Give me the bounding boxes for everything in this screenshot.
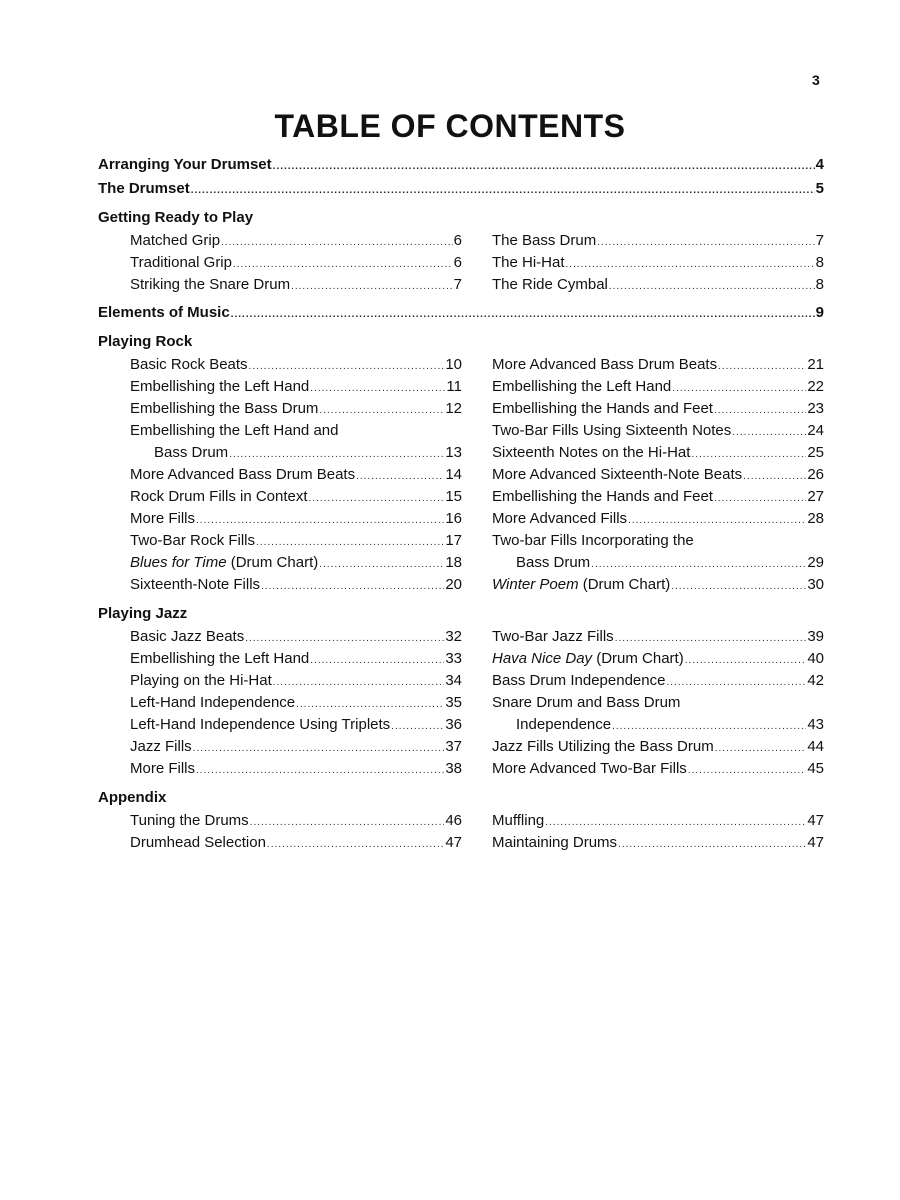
toc-entry-page: 20 <box>445 576 462 593</box>
toc-entry[interactable] <box>492 736 824 758</box>
toc-entry-page: 32 <box>445 628 462 645</box>
dot-leader <box>618 834 806 856</box>
toc-entry-label <box>492 648 684 670</box>
toc-entry-page: 16 <box>445 510 462 527</box>
dot-leader <box>249 356 445 378</box>
toc-entry-label: Tuning the Drums <box>130 812 249 829</box>
toc-entry-label: Embellishing the Left Hand <box>492 378 672 395</box>
dot-leader <box>309 488 445 510</box>
toc-entry-page: 26 <box>807 466 824 483</box>
toc-entry-page: 47 <box>445 834 462 851</box>
dot-leader <box>732 422 806 444</box>
dot-leader <box>666 672 806 694</box>
toc-entry-page: 47 <box>807 834 824 851</box>
dot-leader <box>714 488 806 510</box>
toc-entry-page: 43 <box>807 716 824 733</box>
toc-entry-label-rest: (Drum Chart) <box>592 650 684 667</box>
toc-entry-label: Left-Hand Independence Using Triplets <box>130 716 391 733</box>
toc-entry-page: 8 <box>815 254 824 271</box>
dot-leader <box>391 716 444 738</box>
dot-leader <box>685 650 807 672</box>
dot-leader <box>273 156 815 178</box>
toc-entry-label: Independence <box>516 716 612 733</box>
toc-entry-page: 17 <box>445 532 462 549</box>
toc-entry[interactable] <box>492 508 824 530</box>
toc-entry[interactable] <box>492 670 824 692</box>
toc-entry-page: 28 <box>807 510 824 527</box>
toc-entry-label: More Advanced Two-Bar Fills <box>492 760 687 777</box>
toc-entry-label: More Fills <box>130 760 196 777</box>
dot-leader <box>319 400 444 422</box>
toc-entry[interactable] <box>130 530 462 552</box>
toc-entry[interactable] <box>130 736 462 758</box>
toc-entry[interactable] <box>130 376 462 398</box>
toc-entry-page: 9 <box>815 304 824 321</box>
toc-entry-page: 13 <box>445 444 462 461</box>
toc-entry-page: 18 <box>445 554 462 571</box>
toc-entry-label: Jazz Fills Utilizing the Bass Drum <box>492 738 714 755</box>
toc-entry[interactable] <box>492 626 824 648</box>
toc-entry-page: 4 <box>815 156 824 173</box>
toc-entry-page: 40 <box>807 650 824 667</box>
dot-leader <box>671 576 806 598</box>
dot-leader <box>672 378 806 400</box>
toc-entry-arranging[interactable] <box>98 154 824 178</box>
toc-entry[interactable] <box>492 648 824 670</box>
column-right <box>492 626 824 780</box>
toc-entry-label: Two-Bar Rock Fills <box>130 532 256 549</box>
toc-entry-page: 37 <box>445 738 462 755</box>
toc-entry-label: More Advanced Fills <box>492 510 628 527</box>
toc-entry-page: 29 <box>807 554 824 571</box>
toc-entry-drumset[interactable] <box>98 178 824 202</box>
dot-leader <box>296 694 444 716</box>
toc-entry-page: 33 <box>445 650 462 667</box>
toc-entry-label: Elements of Music <box>98 304 230 321</box>
section-heading-playing-rock: Playing Rock <box>98 333 193 350</box>
toc-entry-page: 24 <box>807 422 824 439</box>
toc-entry[interactable] <box>130 714 462 736</box>
toc-entry-label-italic: Blues for Time <box>130 554 227 571</box>
dot-leader <box>319 554 444 576</box>
toc-entry[interactable] <box>130 274 462 296</box>
toc-entry[interactable] <box>130 758 462 780</box>
toc-entry-page: 35 <box>445 694 462 711</box>
toc-entry[interactable] <box>492 464 824 486</box>
toc-entry[interactable] <box>492 530 824 552</box>
section-heading-appendix: Appendix <box>98 789 167 806</box>
toc-entry[interactable] <box>492 354 824 376</box>
toc-entry-label-rest: (Drum Chart) <box>226 554 319 571</box>
toc-entry[interactable] <box>492 692 824 714</box>
column-left <box>130 230 462 296</box>
toc-entry-page: 38 <box>445 760 462 777</box>
toc-entry[interactable] <box>130 252 462 274</box>
toc-entry[interactable] <box>130 552 462 574</box>
toc-entry-label: Arranging Your Drumset <box>98 156 272 173</box>
toc-entry-label: Drumhead Selection <box>130 834 266 851</box>
dot-leader <box>743 466 806 488</box>
toc-entry[interactable] <box>492 714 824 736</box>
toc-entry-page: 7 <box>453 276 462 293</box>
toc-entry[interactable] <box>130 670 462 692</box>
toc-entry-label: Bass Drum <box>154 444 229 461</box>
toc-entry-page: 15 <box>445 488 462 505</box>
dot-leader <box>597 232 814 254</box>
toc-entry[interactable] <box>130 230 462 252</box>
toc-entry-label-rest: (Drum Chart) <box>578 576 671 593</box>
toc-entry-label <box>130 552 318 574</box>
toc-entry[interactable] <box>130 442 462 464</box>
toc-entry-label: Left-Hand Independence <box>130 694 296 711</box>
dot-leader <box>310 378 445 400</box>
dot-leader <box>256 532 444 554</box>
page-number: 3 <box>812 72 820 88</box>
toc-entry[interactable] <box>492 398 824 420</box>
toc-entry[interactable] <box>130 692 462 714</box>
toc-entry-label: Striking the Snare Drum <box>130 276 291 293</box>
toc-entry-label: More Advanced Sixteenth-Note Beats <box>492 466 743 483</box>
toc-entry-label: Matched Grip <box>130 232 221 249</box>
dot-leader <box>615 628 807 650</box>
dot-leader <box>267 834 444 856</box>
toc-entry-page: 22 <box>807 378 824 395</box>
toc-entry-label: Jazz Fills <box>130 738 192 755</box>
toc-entry-page: 30 <box>807 576 824 593</box>
toc-entry[interactable] <box>492 230 824 252</box>
dot-leader <box>356 466 444 488</box>
toc-entry[interactable] <box>492 486 824 508</box>
toc-entry-label: Traditional Grip <box>130 254 232 271</box>
toc-entry-label: Two-Bar Jazz Fills <box>492 628 614 645</box>
toc-entry[interactable] <box>130 486 462 508</box>
dot-leader <box>273 672 445 694</box>
dot-leader <box>245 628 444 650</box>
toc-entry[interactable] <box>492 574 824 596</box>
toc-entry-label: Two-Bar Fills Using Sixteenth Notes <box>492 422 732 439</box>
toc-entry-label: More Advanced Bass Drum Beats <box>492 356 718 373</box>
toc-entry[interactable] <box>130 354 462 376</box>
dot-leader <box>688 760 807 782</box>
section-getting-ready <box>98 230 824 296</box>
dot-leader <box>628 510 806 532</box>
toc-entry-label: More Advanced Bass Drum Beats <box>130 466 356 483</box>
toc-entry-label: Playing on the Hi-Hat <box>130 672 272 689</box>
column-right <box>492 810 824 854</box>
dot-leader <box>229 444 444 466</box>
toc-entry[interactable] <box>130 810 462 832</box>
column-left <box>130 810 462 854</box>
toc-entry[interactable] <box>492 758 824 780</box>
toc-entry-label-italic: Hava Nice Day <box>492 650 593 667</box>
dot-leader <box>591 554 806 576</box>
dot-leader <box>609 276 815 298</box>
toc-entry-page: 12 <box>445 400 462 417</box>
toc-entry-label-italic: Winter Poem <box>492 576 579 593</box>
toc-entry[interactable] <box>492 552 824 574</box>
dot-leader <box>231 304 815 326</box>
column-right <box>492 354 824 596</box>
toc-entry-label: The Bass Drum <box>492 232 597 249</box>
dot-leader <box>718 356 806 378</box>
toc-entry-label: Bass Drum Independence <box>492 672 666 689</box>
toc-entry-page: 6 <box>453 254 462 271</box>
toc-entry-label: Basic Jazz Beats <box>130 628 245 645</box>
toc-entry-label: The Drumset <box>98 180 190 197</box>
toc-entry-page: 44 <box>807 738 824 755</box>
toc-entry-label: Bass Drum <box>516 554 591 571</box>
toc-entry[interactable] <box>492 252 824 274</box>
toc-entry-label: Embellishing the Left Hand and <box>130 422 339 439</box>
toc-entry[interactable] <box>492 810 824 832</box>
toc-entry-page: 23 <box>807 400 824 417</box>
table-of-contents <box>98 154 824 860</box>
toc-entry-page: 14 <box>445 466 462 483</box>
toc-entry-label: Embellishing the Left Hand <box>130 378 310 395</box>
dot-leader <box>191 180 815 202</box>
toc-entry-page: 42 <box>807 672 824 689</box>
toc-entry-label: Basic Rock Beats <box>130 356 248 373</box>
toc-entry[interactable] <box>130 398 462 420</box>
page-title: TABLE OF CONTENTS <box>274 108 626 144</box>
column-right <box>492 230 824 296</box>
toc-entry[interactable] <box>130 832 462 854</box>
toc-entry-page: 27 <box>807 488 824 505</box>
column-left <box>130 354 462 596</box>
toc-entry[interactable] <box>130 464 462 486</box>
toc-entry-label <box>492 574 670 596</box>
section-heading-getting-ready: Getting Ready to Play <box>98 209 254 226</box>
toc-entry-page: 46 <box>445 812 462 829</box>
toc-entry-label: Embellishing the Hands and Feet <box>492 488 713 505</box>
toc-entry-page: 25 <box>807 444 824 461</box>
toc-entry[interactable] <box>130 420 462 442</box>
toc-entry-page: 36 <box>445 716 462 733</box>
dot-leader <box>221 232 453 254</box>
toc-entry-label: Muffling <box>492 812 545 829</box>
section-heading-playing-jazz: Playing Jazz <box>98 605 188 622</box>
toc-entry[interactable] <box>492 274 824 296</box>
toc-entry-page: 8 <box>815 276 824 293</box>
toc-entry[interactable] <box>492 420 824 442</box>
toc-entry-page: 10 <box>445 356 462 373</box>
toc-entry-page: 21 <box>807 356 824 373</box>
toc-entry-label: The Hi-Hat <box>492 254 565 271</box>
toc-entry-label: Sixteenth-Note Fills <box>130 576 261 593</box>
toc-entry[interactable] <box>130 648 462 670</box>
toc-entry-label: Maintaining Drums <box>492 834 618 851</box>
dot-leader <box>196 510 444 532</box>
column-left <box>130 626 462 780</box>
toc-entry[interactable] <box>130 626 462 648</box>
toc-entry-label: Snare Drum and Bass Drum <box>492 694 681 711</box>
toc-entry-label: Two-bar Fills Incorporating the <box>492 532 694 549</box>
dot-leader <box>261 576 444 598</box>
toc-entry[interactable] <box>492 376 824 398</box>
toc-entry-page: 45 <box>807 760 824 777</box>
toc-entry-label: Sixteenth Notes on the Hi-Hat <box>492 444 691 461</box>
toc-entry-label: More Fills <box>130 510 196 527</box>
dot-leader <box>691 444 806 466</box>
toc-entry-label: Rock Drum Fills in Context <box>130 488 308 505</box>
toc-entry[interactable] <box>492 832 824 854</box>
section-appendix <box>98 810 824 854</box>
toc-entry-page: 11 <box>446 378 462 395</box>
toc-entry-label: Embellishing the Left Hand <box>130 650 310 667</box>
toc-entry-page: 47 <box>807 812 824 829</box>
dot-leader <box>233 254 453 276</box>
dot-leader <box>250 812 445 834</box>
dot-leader <box>193 738 445 760</box>
toc-entry-elements-of-music[interactable] <box>98 302 824 326</box>
dot-leader <box>310 650 444 672</box>
section-playing-rock <box>98 354 824 596</box>
dot-leader <box>291 276 453 298</box>
dot-leader <box>566 254 815 276</box>
toc-entry-page: 34 <box>445 672 462 689</box>
toc-entry-label: The Ride Cymbal <box>492 276 608 293</box>
toc-entry-page: 7 <box>815 232 824 249</box>
dot-leader <box>196 760 444 782</box>
dot-leader <box>545 812 806 834</box>
dot-leader <box>715 738 807 760</box>
toc-entry[interactable] <box>492 442 824 464</box>
toc-entry-page: 5 <box>815 180 824 197</box>
toc-entry-page: 39 <box>807 628 824 645</box>
toc-entry-label: Embellishing the Hands and Feet <box>492 400 713 417</box>
toc-entry-page: 6 <box>453 232 462 249</box>
toc-entry[interactable] <box>130 574 462 596</box>
dot-leader <box>612 716 806 738</box>
toc-entry[interactable] <box>130 508 462 530</box>
dot-leader <box>714 400 806 422</box>
section-playing-jazz <box>98 626 824 780</box>
toc-entry-label: Embellishing the Bass Drum <box>130 400 319 417</box>
